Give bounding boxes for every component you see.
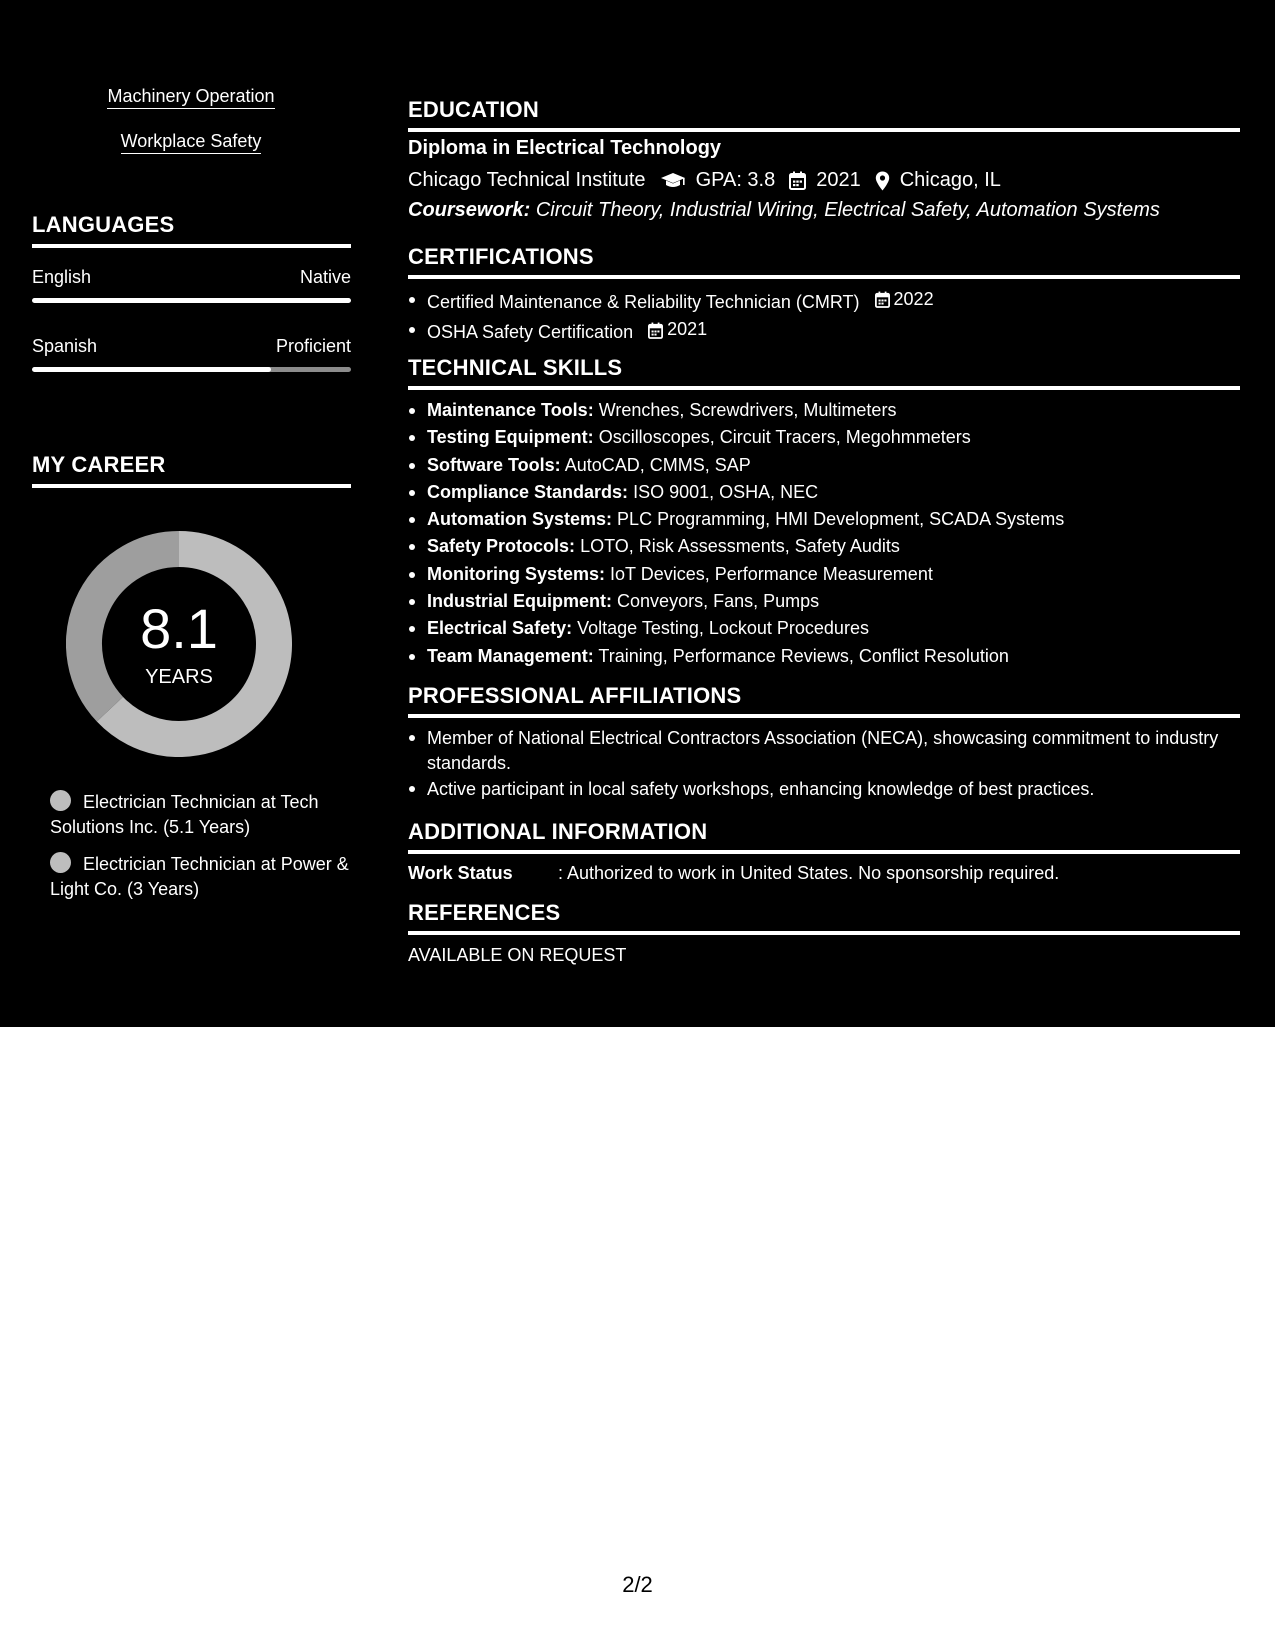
skill-values: Wrenches, Screwdrivers, Multimeters bbox=[598, 400, 897, 420]
career-legend-item bbox=[50, 852, 350, 902]
skill-category: Monitoring Systems: bbox=[427, 563, 606, 584]
skill-category: Software Tools: bbox=[427, 454, 561, 475]
affiliations-list bbox=[408, 726, 1240, 804]
references-heading: REFERENCES bbox=[408, 900, 1240, 935]
language-proficiency-fill bbox=[32, 298, 351, 303]
skill-item bbox=[408, 561, 1240, 588]
skill-label: Machinery Operation bbox=[107, 86, 274, 109]
education-degree: Diploma in Electrical Technology bbox=[408, 137, 722, 159]
language-level: Proficient bbox=[275, 336, 351, 356]
certification-item bbox=[408, 316, 1240, 346]
skill-item bbox=[408, 643, 1240, 670]
calendar-icon bbox=[789, 171, 806, 190]
skill-item bbox=[408, 615, 1240, 642]
skill-category: Team Management: bbox=[427, 645, 594, 666]
skill-values: AutoCAD, CMMS, SAP bbox=[564, 454, 751, 475]
coursework-list: Circuit Theory, Industrial Wiring, Electrical Safety, Automation Systems bbox=[535, 199, 1160, 221]
skill-values: PLC Programming, HMI Development, SCADA Systems bbox=[617, 509, 1065, 530]
skill-category: Testing Equipment: bbox=[427, 427, 594, 448]
skill-item bbox=[408, 452, 1240, 479]
skill-item bbox=[408, 588, 1240, 615]
education-heading: EDUCATION bbox=[408, 97, 1240, 132]
language-name: English bbox=[32, 267, 92, 287]
additional-info-heading: ADDITIONAL INFORMATION bbox=[408, 819, 1240, 854]
skill-values: LOTO, Risk Assessments, Safety Audits bbox=[580, 536, 900, 557]
certification-year: 2021 bbox=[667, 319, 708, 340]
language-level: Native bbox=[299, 267, 351, 287]
calendar-icon bbox=[648, 322, 663, 339]
skill-values: Training, Performance Reviews, Conflict Resolution bbox=[598, 645, 1009, 666]
career-donut-chart bbox=[66, 531, 292, 757]
sidebar bbox=[0, 0, 382, 1027]
legend-dot bbox=[50, 852, 71, 873]
education-meta bbox=[408, 169, 1001, 192]
technical-skills-heading: TECHNICAL SKILLS bbox=[408, 355, 1240, 390]
education-school: Chicago Technical Institute bbox=[408, 169, 646, 191]
certification-date bbox=[875, 286, 934, 313]
certification-date bbox=[648, 316, 707, 343]
languages-heading: LANGUAGES bbox=[32, 212, 351, 248]
skill-values: Voltage Testing, Lockout Procedures bbox=[577, 618, 869, 639]
skill-category: Automation Systems: bbox=[427, 509, 613, 530]
work-status-label: Work Status bbox=[408, 863, 513, 883]
skill-item bbox=[408, 506, 1240, 533]
skill-values: Conveyors, Fans, Pumps bbox=[617, 591, 820, 612]
calendar-icon bbox=[875, 291, 890, 308]
language-proficiency-bar bbox=[32, 367, 351, 372]
career-total-unit: YEARS bbox=[145, 666, 213, 688]
language-proficiency-bar bbox=[32, 298, 351, 303]
certifications-heading: CERTIFICATIONS bbox=[408, 244, 1240, 279]
career-heading: MY CAREER bbox=[32, 452, 351, 488]
coursework-label: Coursework: bbox=[408, 199, 531, 221]
graduation-cap-icon bbox=[660, 172, 686, 190]
education-year: 2021 bbox=[816, 169, 861, 191]
skill-label: Workplace Safety bbox=[121, 131, 262, 154]
skill-item bbox=[408, 479, 1240, 506]
affiliation-item: Member of National Electrical Contractors Association (NECA), showcasing commitment to industry standards. bbox=[408, 726, 1240, 775]
skill-category: Electrical Safety: bbox=[427, 618, 573, 639]
legend-dot bbox=[50, 790, 71, 811]
career-legend-item bbox=[50, 790, 350, 840]
work-status-value: : Authorized to work in United States. No sponsorship required. bbox=[558, 863, 1060, 883]
work-status-row bbox=[408, 863, 1059, 884]
education-coursework bbox=[408, 199, 1160, 222]
skill-category: Maintenance Tools: bbox=[427, 400, 594, 420]
affiliations-heading: PROFESSIONAL AFFILIATIONS bbox=[408, 683, 1240, 718]
certification-item bbox=[408, 286, 1240, 316]
skill-category: Safety Protocols: bbox=[427, 536, 576, 557]
skill-values: IoT Devices, Performance Measurement bbox=[610, 563, 933, 584]
language-name: Spanish bbox=[32, 336, 98, 356]
education-location: Chicago, IL bbox=[899, 169, 1001, 191]
skill-item bbox=[408, 424, 1240, 451]
language-proficiency-fill bbox=[32, 367, 271, 372]
certification-name: OSHA Safety Certification bbox=[427, 322, 634, 343]
skill-values: ISO 9001, OSHA, NEC bbox=[633, 481, 819, 502]
education-gpa: GPA: 3.8 bbox=[695, 169, 776, 191]
certifications-list bbox=[408, 286, 1240, 347]
career-legend-text: Electrician Technician at Power & Light Co. (3 Years) bbox=[50, 854, 349, 899]
technical-skills-list bbox=[408, 397, 1240, 670]
skill-category: Compliance Standards: bbox=[427, 481, 629, 502]
certification-year: 2022 bbox=[893, 289, 934, 309]
affiliation-item: Active participant in local safety workshops, enhancing knowledge of best practices. bbox=[408, 777, 1240, 802]
skill-values: Oscilloscopes, Circuit Tracers, Megohmmeters bbox=[598, 427, 971, 448]
skill-item bbox=[408, 533, 1240, 560]
skill-item bbox=[408, 397, 1240, 424]
page-number: 2/2 bbox=[622, 1572, 653, 1597]
skill-link[interactable] bbox=[0, 131, 382, 152]
certification-name: Certified Maintenance & Reliability Technician (CMRT) bbox=[427, 292, 860, 313]
references-text: AVAILABLE ON REQUEST bbox=[408, 945, 627, 965]
career-legend-text: Electrician Technician at Tech Solutions Inc. (5.1 Years) bbox=[50, 792, 319, 837]
career-total-value: 8.1 bbox=[140, 597, 218, 660]
skill-link[interactable] bbox=[0, 86, 382, 107]
map-pin-icon bbox=[875, 171, 890, 191]
skill-category: Industrial Equipment: bbox=[427, 591, 613, 612]
